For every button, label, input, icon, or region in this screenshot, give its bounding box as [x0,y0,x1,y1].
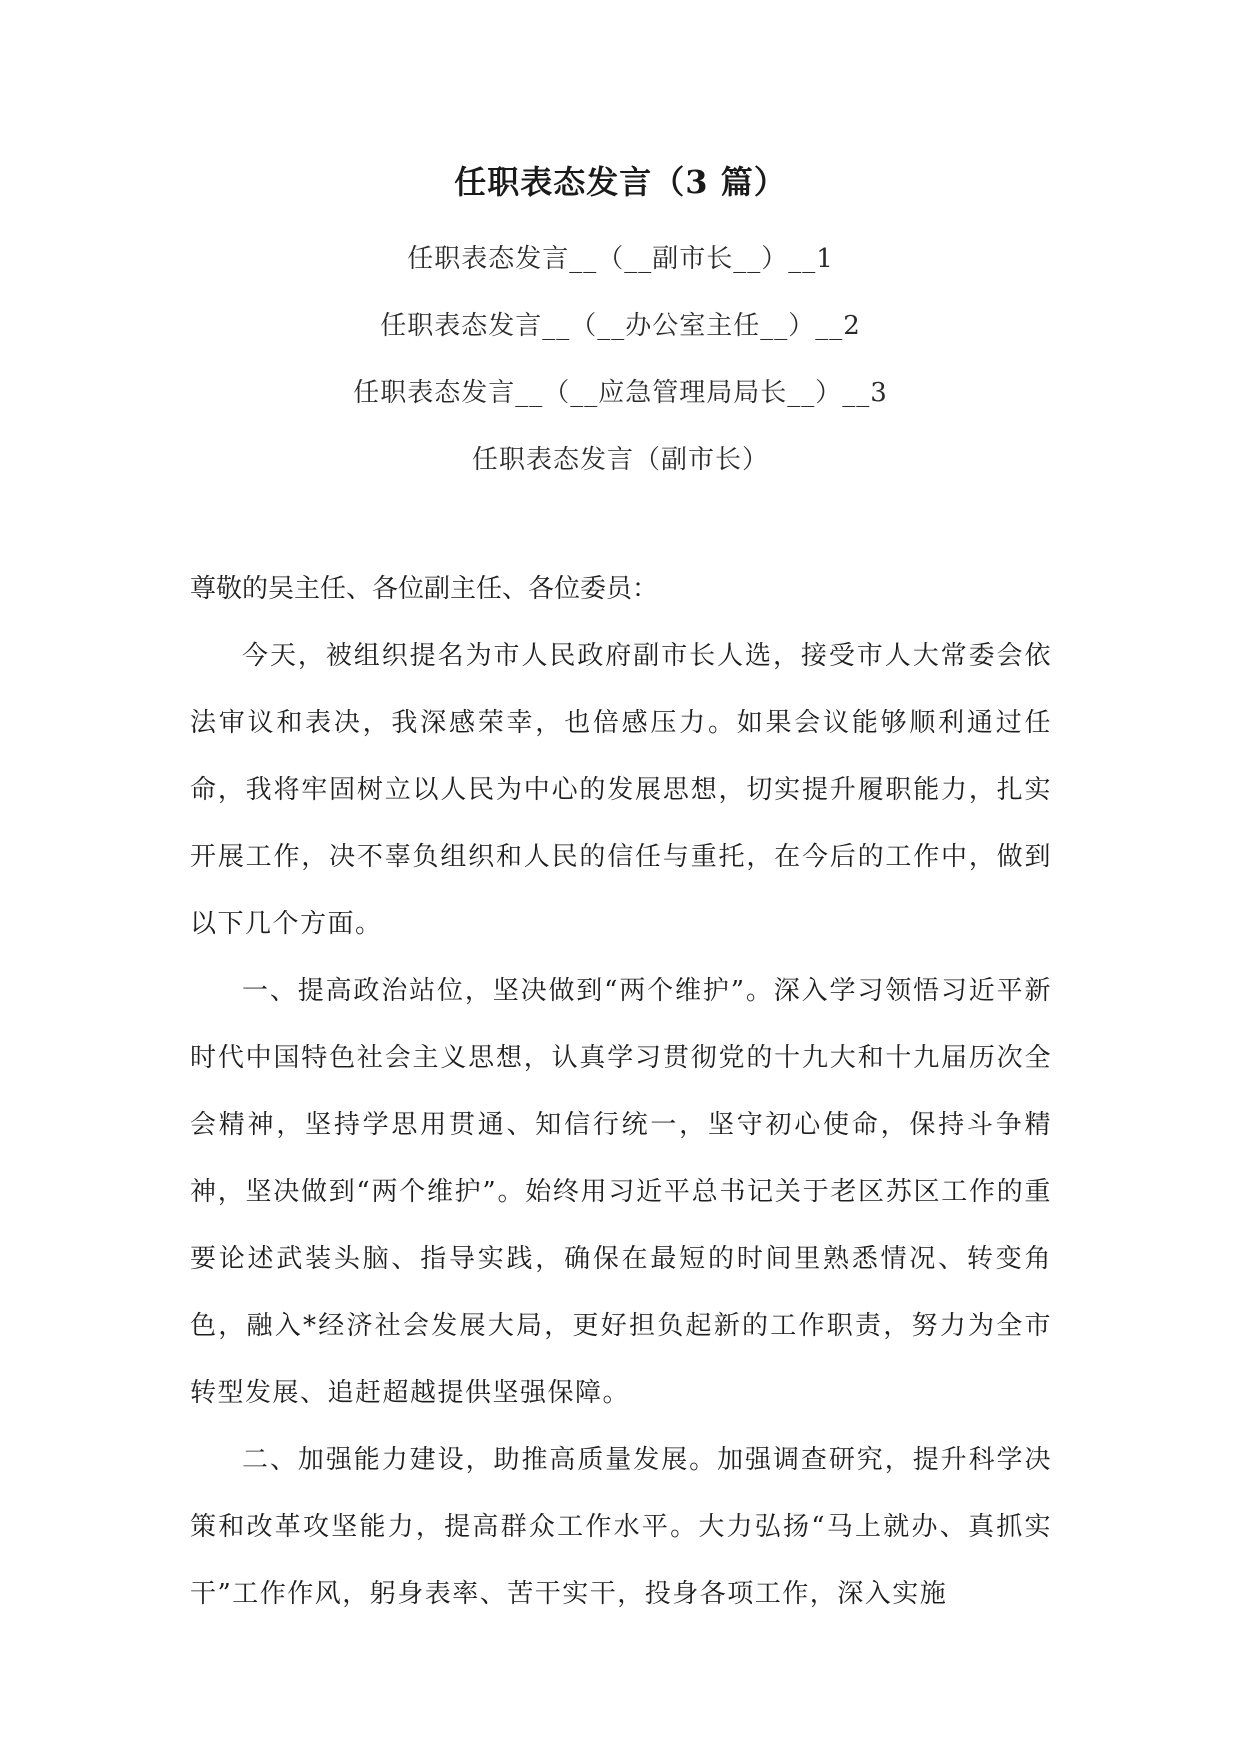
toc-entry-2: 任职表态发言__（__办公室主任__）__2 [380,311,861,341]
section-title: 任职表态发言（副市长） [471,445,769,475]
paragraph-intro: 今天，被组织提名为市人民政府副市长人选，接受市人大常委会依法审议和表决，我深感荣幸，也倍感压力。如果会议能够顺利通过任命，我将牢固树立以人民为中心的发展思想，切实提升履职能力，扎实开展工作，决不辜负组织和人民的信任与重托，在今后的工作中，做到以下几个方面。 [190,641,1052,939]
speech-body [190,556,1052,1628]
salutation: 尊敬的吴主任、各位副主任、各位委员： [190,574,659,604]
paragraph-point-2: 二、加强能力建设，助推高质量发展。加强调查研究，提升科学决策和改革攻坚能力，提高群众工作水平。大力弘扬“马上就办、真抓实干”工作作风，躬身表率、苦干实干，投身各项工作，深入实施 [190,1445,1052,1609]
document-title: 任职表态发言（3 篇） [454,163,787,201]
paragraph-point-1: 一、提高政治站位，坚决做到“两个维护”。深入学习领悟习近平新时代中国特色社会主义思想，认真学习贯彻党的十九大和十九届历次全会精神，坚持学思用贯通、知信行统一，坚守初心使命，保持斗争精神，坚决做到“两个维护”。始终用习近平总书记关于老区苏区工作的重要论述武装头脑、指导实践，确保在最短的时间里熟悉情况、转变角色，融入*经济社会发展大局，更好担负起新的工作职责，努力为全市转型发展、追赶超越提供坚强保障。 [190,976,1052,1408]
table-of-contents [0,226,1241,494]
toc-entry-3: 任职表态发言__（__应急管理局局长__）__3 [353,378,888,408]
toc-entry-1: 任职表态发言__（__副市长__）__1 [407,244,834,274]
